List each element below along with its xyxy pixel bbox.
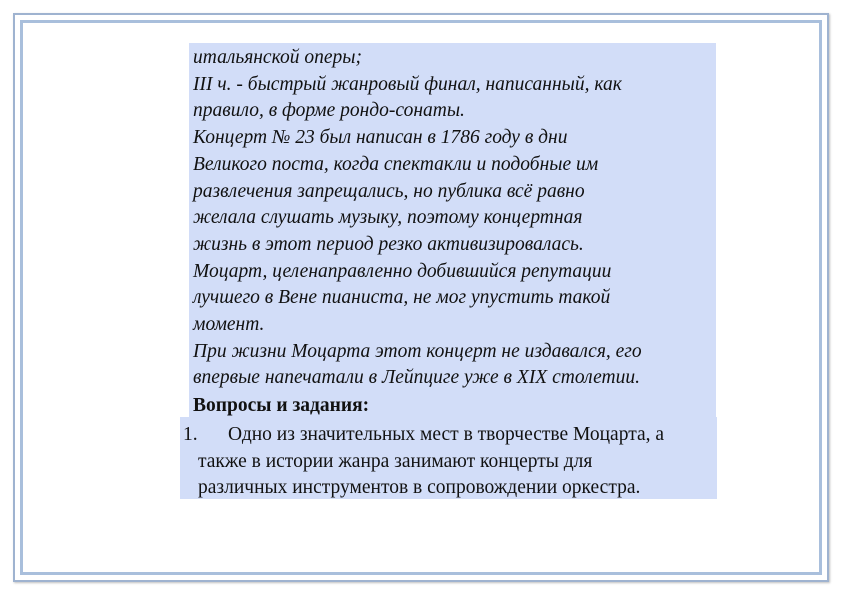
paragraph-line: Концерт № 23 был написан в 1786 году в дни: [193, 127, 568, 149]
list-item-number: 1.: [183, 424, 198, 445]
paragraph-line: момент.: [193, 314, 265, 336]
paragraph-line: Моцарт, целенаправленно добившийся репутации: [193, 260, 612, 282]
list-item-text: Одно из значительных мест в творчестве Моцарта, а: [228, 424, 665, 445]
paragraph-line: правило, в форме рондо-сонаты.: [193, 100, 465, 122]
paragraph-line: впервые напечатали в Лейпциге уже в XIX столетии.: [193, 367, 640, 389]
list-item-continuation: различных инструментов в сопровождении оркестра.: [198, 477, 641, 498]
paragraph-line: жизнь в этот период резко активизировалась.: [193, 233, 584, 255]
paragraph-line: лучшего в Вене пианиста, не мог упустить такой: [193, 287, 611, 309]
paragraph-line: развлечения запрещались, но публика всё равно: [193, 180, 585, 202]
list-item: [183, 422, 717, 449]
paragraph-line: Великого поста, когда спектакли и подобные им: [193, 153, 599, 175]
highlighted-text-block: [189, 43, 716, 417]
paragraph-line: итальянской оперы;: [193, 47, 362, 68]
paragraph-line: III ч. - быстрый жанровый финал, написанный, как: [193, 73, 622, 95]
numbered-list: [180, 417, 717, 499]
paragraph-line: При жизни Моцарта этот концерт не издавался, его: [193, 340, 642, 362]
paragraph-line: желала слушать музыку, поэтому концертная: [193, 207, 583, 229]
section-heading: Вопросы и задания:: [193, 395, 370, 417]
list-item-continuation: также в истории жанра занимают концерты для: [198, 450, 593, 472]
